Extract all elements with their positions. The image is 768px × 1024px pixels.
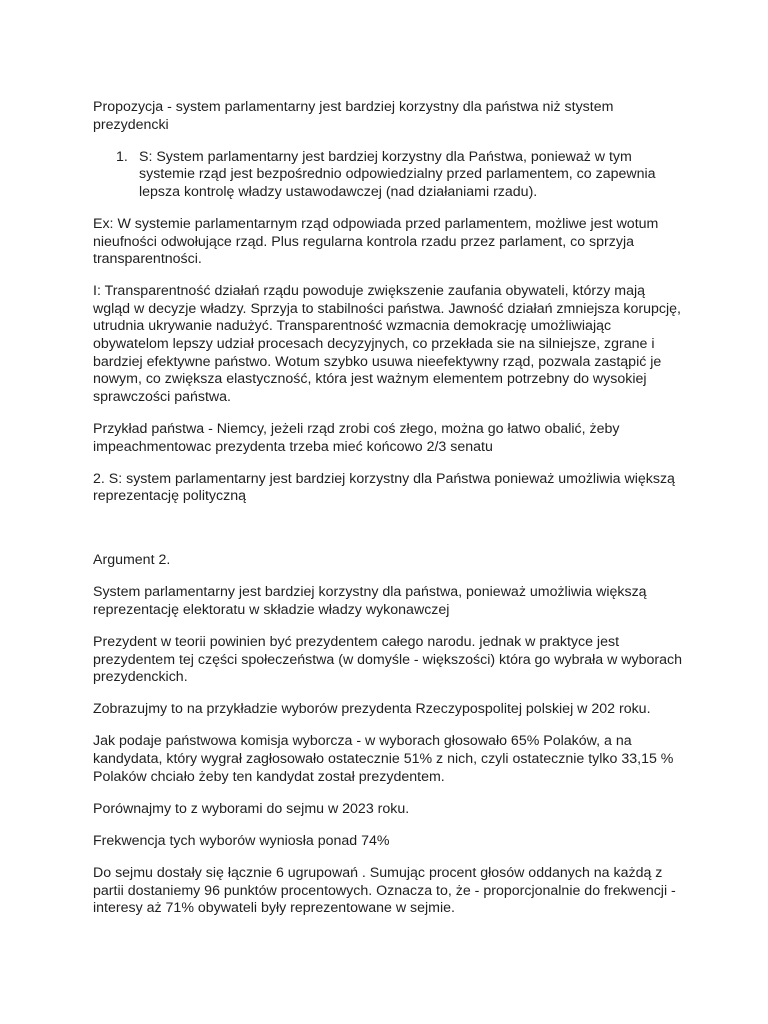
visualize-paragraph: Zobrazujmy to na przykładzie wyborów prezydenta Rzeczypospolitej polskiej w 202 roku. [93,701,651,718]
pkw-paragraph: Jak podaje państwowa komisja wyborcza - w wyborach głosowało 65% Polaków, a na kandydata, który wygrał zagłosowało ostatecznie 51% z nich, czyli ostatecznie tylko 33,15 % Polaków chciało żeby ten kandydat został prezydentem. [93,733,674,785]
argument-2-heading: Argument 2. [93,552,171,569]
argument-2-paragraph: System parlamentarny jest bardziej korzystny dla państwa, ponieważ umożliwia większą reprezentację elektoratu w składzie władzy wykonawczej [93,584,647,618]
list-item-1 [93,149,683,202]
sejm-paragraph: Do sejmu dostały się łącznie 6 ugrupowań . Sumując procent głosów oddanych na każdą z partii dostaniemy 96 punktów procentowych. Oznacza to, że - proporcjonalnie do frekwencji - interesy aż 71% obywateli były reprezentowane w sejmie. [93,864,676,917]
document-body [93,99,683,932]
statement-2-paragraph: 2. S: system parlamentarny jest bardziej korzystny dla Państwa ponieważ umożliwia większą reprezentację polityczną [93,470,675,505]
statement-1-text: S: System parlamentarny jest bardziej korzystny dla Państwa, ponieważ w tym systemie rząd jest bezpośrednio odpowiedzialny przed parlamentem, co zapewnia lepsza kontrolę władzy ustawodawczej (nad działaniami rzadu). [139,148,656,200]
explanation-paragraph: Ex: W systemie parlamentarnym rząd odpowiada przed parlamentem, możliwe jest wotum nieufności odwołujące rząd. Plus regularna kontrola rzadu przez parlament, co sprzyja transparentności. [93,215,659,268]
blank-space [93,520,683,552]
compare-paragraph: Porównajmy to z wyborami do sejmu w 2023 roku. [93,800,410,817]
list-number: 1. [116,148,128,165]
proposition-paragraph: Propozycja - system parlamentarny jest bardziej korzystny dla państwa niż stystem prezydencki [93,99,614,133]
impact-paragraph: I: Transparentność działań rządu powoduje zwiększenie zaufania obywateli, którzy mają wgląd w decyzje władzy. Sprzyja to stabilności państwa. Jawność działań zmniejsza korupcję, utrudnia ukrywanie nadużyć. Transparentność wzmacnia demokrację umożliwiając obywatelom lepszy udział procesach decyzyjnych, co przekłada sie na silniejsze, zgrane i bardziej efektywne państwo. Wotum szybko usuwa nieefektywny rząd, pozwala zastąpić je nowym, co zwiększa elastyczność, która jest ważnym elementem potrzebny do wysokiej sprawczości państwa. [93,283,681,405]
example-paragraph: Przykład państwa - Niemcy, jeżeli rząd zrobi coś złego, można go łatwo obalić, żeby impeachmentowac prezydenta trzeba mieć końcowo 2/3 senatu [93,420,620,455]
president-paragraph: Prezydent w teorii powinien być prezydentem całego narodu. jednak w praktyce jest prezydentem tej części społeczeństwa (w domyśle - większości) która go wybrała w wyborach prezydenckich. [93,634,682,686]
turnout-paragraph: Frekwencja tych wyborów wyniosła ponad 74% [93,832,390,849]
